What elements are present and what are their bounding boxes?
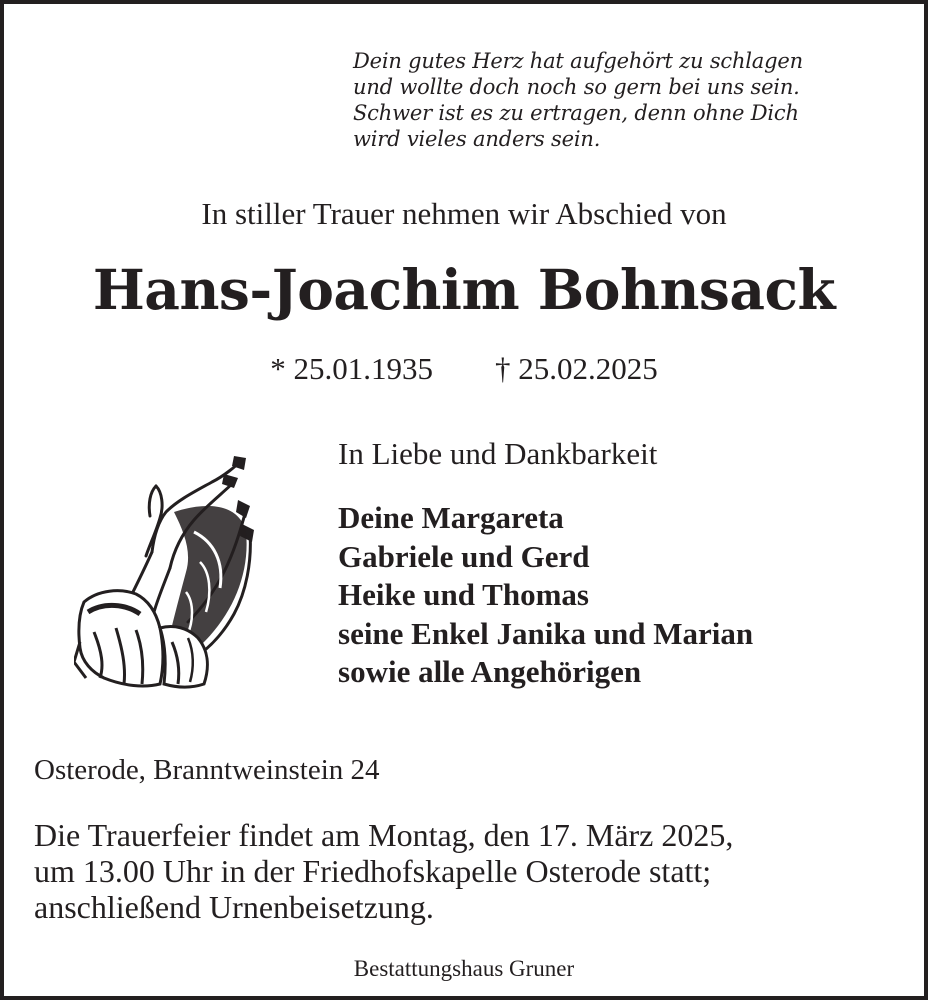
mourner-name: seine Enkel Janika und Marian bbox=[338, 615, 754, 651]
mourner-name: Deine Margareta bbox=[338, 500, 564, 535]
mourners-heading: In Liebe und Dankbarkeit bbox=[338, 436, 658, 471]
poem-line: und wollte doch noch so gern bei uns sein. bbox=[353, 75, 800, 99]
intro-text: In stiller Trauer nehmen wir Abschied von bbox=[201, 196, 727, 231]
ceremony-line: anschließend Urnenbeisetzung. bbox=[34, 889, 434, 925]
mourner-name: Gabriele und Gerd bbox=[338, 538, 590, 574]
mourner-name: Heike und Thomas bbox=[338, 577, 589, 612]
life-dates bbox=[4, 349, 924, 389]
funeral-home: Bestattungshaus Gruner bbox=[353, 956, 575, 981]
poem-line: Dein gutes Herz hat aufgehört zu schlagen bbox=[353, 49, 803, 73]
praying-hands-icon bbox=[74, 452, 254, 692]
mourners-list bbox=[338, 499, 753, 692]
poem-line: wird vieles anders sein. bbox=[353, 127, 601, 151]
mourner-name: sowie alle Angehörigen bbox=[338, 654, 642, 689]
poem bbox=[353, 48, 803, 152]
ceremony-line: Die Trauerfeier findet am Montag, den 17. März 2025, bbox=[34, 817, 734, 853]
death-date: † 25.02.2025 bbox=[495, 351, 658, 386]
ceremony-line: um 13.00 Uhr in der Friedhofskapelle Osterode statt; bbox=[34, 853, 712, 889]
deceased-name: Hans-Joachim Bohnsack bbox=[92, 257, 836, 322]
poem-line: Schwer ist es zu ertragen, denn ohne Dich bbox=[353, 101, 799, 125]
address: Osterode, Branntweinstein 24 bbox=[34, 754, 380, 786]
birth-date: * 25.01.1935 bbox=[270, 351, 433, 386]
ceremony-info bbox=[34, 817, 733, 925]
